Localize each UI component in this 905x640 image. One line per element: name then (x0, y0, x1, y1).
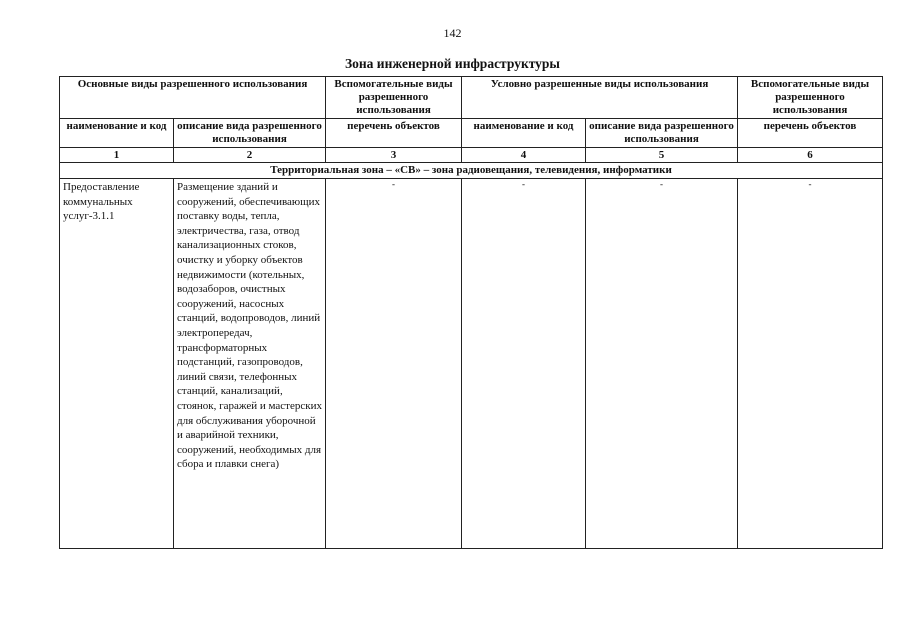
header-conditional-uses: Условно разрешенные виды использования (462, 77, 738, 119)
table-row (60, 179, 883, 549)
sub-header-name-code: наименование и код (60, 119, 174, 148)
column-number: 6 (738, 148, 883, 163)
document-title: Зона инженерной инфраструктуры (345, 56, 560, 71)
column-number: 1 (60, 148, 174, 163)
sub-header-description: описание вида разрешенного использования (174, 119, 326, 148)
sub-header-conditional-description: описание вида разрешенного использования (586, 119, 738, 148)
page-number: 142 (443, 26, 462, 40)
column-number: 5 (586, 148, 738, 163)
cell-description: Размещение зданий и сооружений, обеспечивающих поставку воды, тепла, электричества, газа, отвод канализационных стоков, очистку и уборку объектов недвижимости (котельных, водозаборов, очистных сооружений, насосных станций, водопроводов, линий электропередач, трансформаторных подстанций, газопроводов, линий связи, телефонных станций, канализаций, стоянок, гаражей и мастерских для обслуживания уборочной и аварийной техники, сооружений, необходимых для сбора и плавки снега) (174, 179, 326, 549)
column-number-row (60, 148, 883, 163)
sub-header-objects: перечень объектов (326, 119, 462, 148)
cell-conditional-name-code: - (462, 179, 586, 549)
header-auxiliary-uses-2: Вспомогательные виды разрешенного использования (738, 77, 883, 119)
zone-title: Территориальная зона – «СВ» – зона радиовещания, телевидения, информатики (60, 163, 883, 179)
cell-conditional-description: - (586, 179, 738, 549)
cell-objects: - (326, 179, 462, 549)
sub-header-row (60, 119, 883, 148)
sub-header-conditional-objects: перечень объектов (738, 119, 883, 148)
column-number: 3 (326, 148, 462, 163)
column-number: 2 (174, 148, 326, 163)
header-main-uses: Основные виды разрешенного использования (60, 77, 326, 119)
zone-title-row (60, 163, 883, 179)
cell-name-code: Предоставление коммунальных услуг-3.1.1 (60, 179, 174, 549)
sub-header-conditional-name-code: наименование и код (462, 119, 586, 148)
header-group-row (60, 77, 883, 119)
cell-conditional-objects: - (738, 179, 883, 549)
land-use-table (59, 76, 883, 549)
column-number: 4 (462, 148, 586, 163)
header-auxiliary-uses: Вспомогательные виды разрешенного использования (326, 77, 462, 119)
